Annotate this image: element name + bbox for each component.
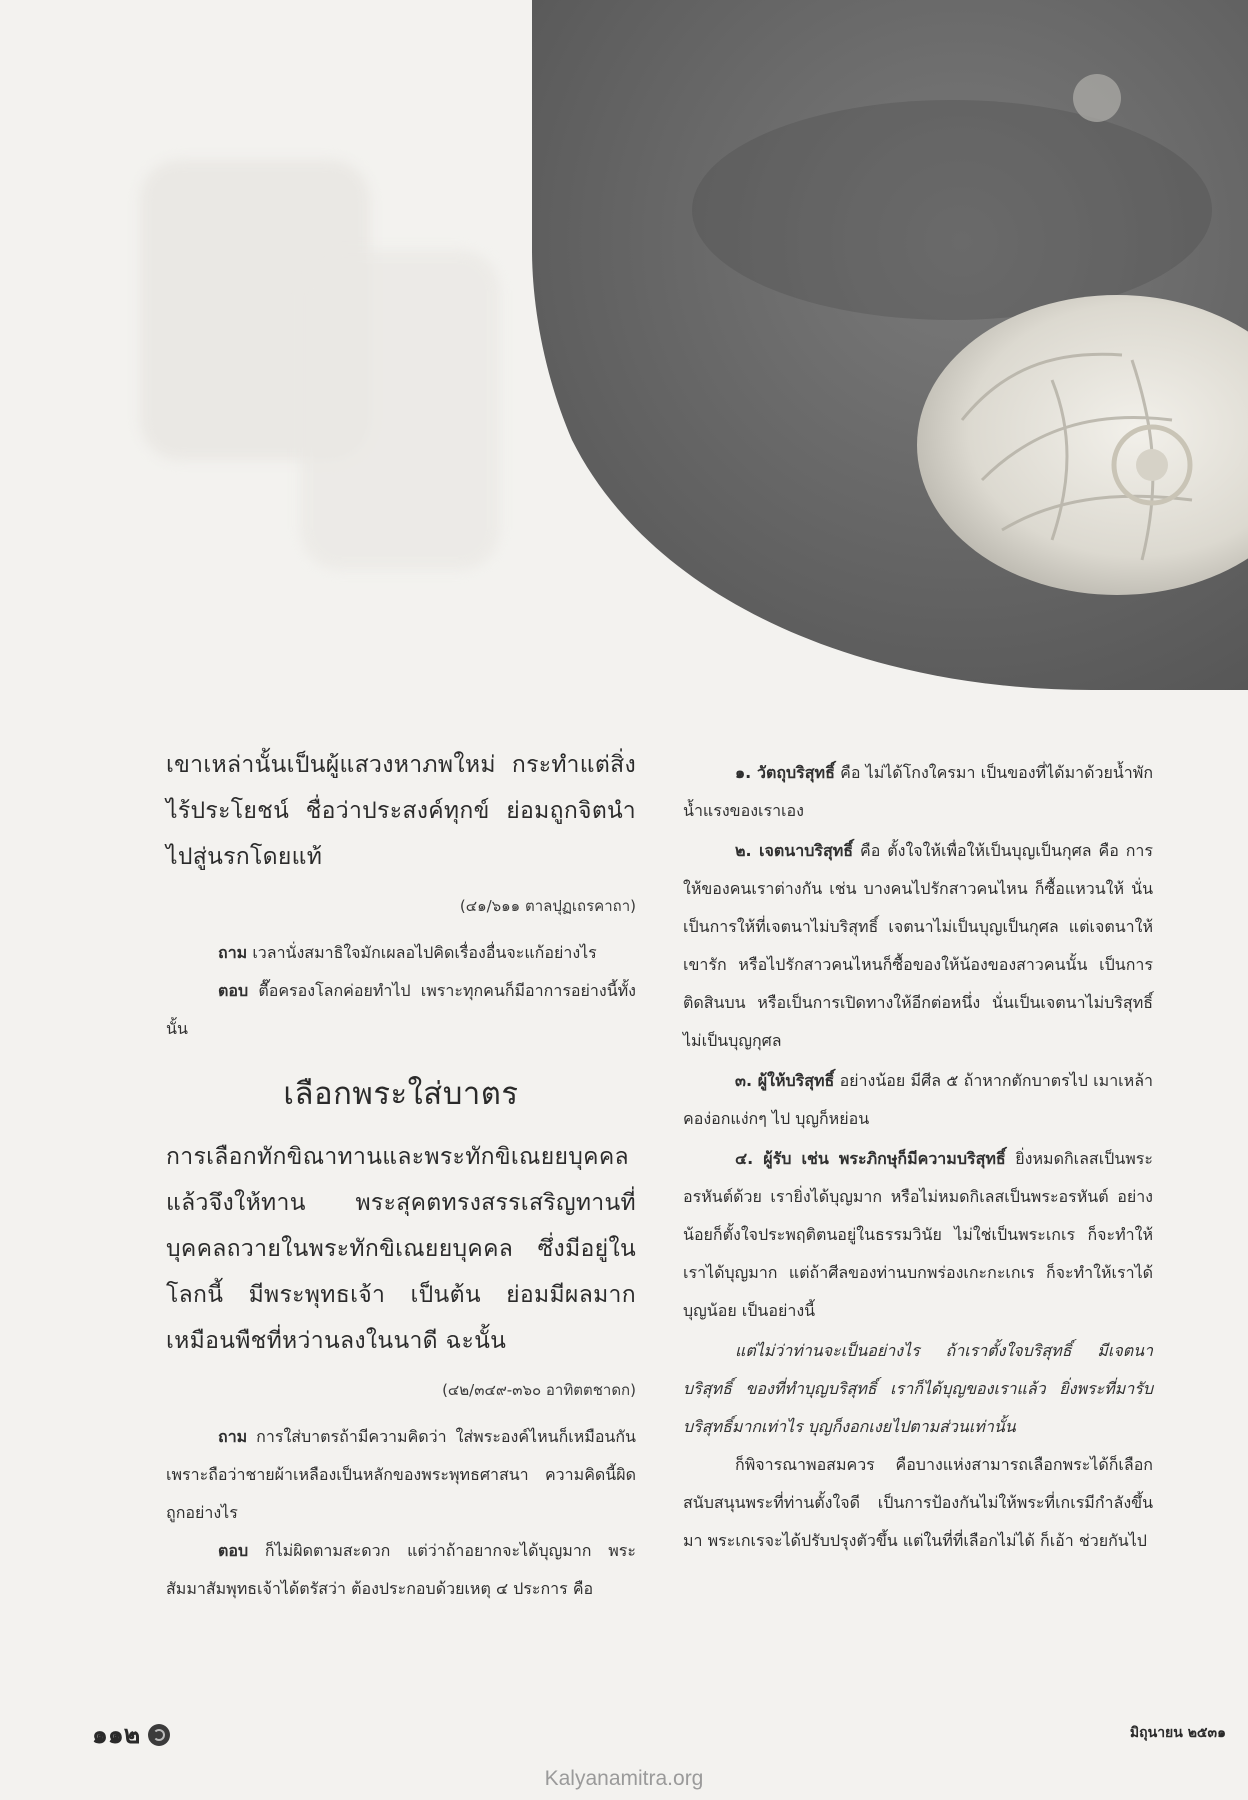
page-marker-icon [148, 1724, 170, 1746]
list-item [683, 1062, 1153, 1138]
page-number-text: ๑๑๒ [92, 1720, 141, 1749]
answer-paragraph [166, 1532, 636, 1608]
verse-quote: เขาเหล่านั้นเป็นผู้แสวงหาภพใหม่ กระทำแต่สิ่งไร้ประโยชน์ ชื่อว่าประสงค์ทุกข์ ย่อมถูกจิตนำไปสู่นรกโดยแท้ [166, 752, 636, 870]
item-label: ๓. ผู้ให้บริสุทธิ์ [735, 1071, 835, 1090]
issue-date: มิถุนายน ๒๕๓๑ [1129, 1725, 1226, 1741]
question-label: ถาม [218, 943, 248, 962]
page-number [92, 1715, 170, 1755]
closing-paragraph: ก็พิจารณาพอสมควร คือบางแห่งสามารถเลือกพระได้ก็เลือก สนับสนุนพระที่ท่านตั้งใจดี เป็นการป้องกันไม่ให้พระที่เกเรมีกำลังขึ้นมา พระเกเรจะได้ปรับปรุงตัวขึ้น แต่ในที่ที่เลือกไม่ได้ ก็เอ้า ช่วยกันไป [683, 1455, 1153, 1550]
item-label: ๒. เจตนาบริสุทธิ์ [735, 841, 854, 860]
question-text: การใส่บาตรถ้ามีความคิดว่า ใส่พระองค์ไหนก็เหมือนกัน เพราะถือว่าชายผ้าเหลืองเป็นหลักของพระพุทธศาสนา ความคิดนี้ผิดถูกอย่างไร [166, 1427, 636, 1522]
background-texture [300, 250, 500, 570]
list-item [683, 1140, 1153, 1330]
answer-paragraph [166, 972, 636, 1048]
section-heading: เลือกพระใส่บาตร [283, 1076, 519, 1112]
item-text: คือ ไม่ได้โกงใครมา เป็นของที่ได้มาด้วยน้ำพักน้ำแรงของเราเอง [683, 763, 1154, 820]
question-text: เวลานั่งสมาธิใจมักเผลอไปคิดเรื่องอื่นจะแก้อย่างไร [252, 943, 597, 962]
right-column [683, 754, 1153, 1560]
verse-quote: การเลือกทักขิณาทานและพระทักขิเณยยบุคคลแล้วจึงให้ทาน พระสุคตทรงสรรเสริญทานที่บุคคลถวายในพระทักขิเณยยบุคคล ซึ่งมีอยู่ในโลกนี้ มีพระพุทธเจ้า เป็นต้น ย่อมมีผลมากเหมือนพืชที่หว่านลงในนาดี ฉะนั้น [166, 1144, 636, 1354]
alms-food-photo [532, 0, 1248, 690]
answer-label: ตอบ [218, 981, 249, 1000]
verse-reference: (๔๒/๓๔๙-๓๖๐ อาทิตตชาดก) [442, 1381, 636, 1399]
verse-reference: (๔๑/๖๑๑ ตาลปุฏเถรคาถา) [459, 897, 636, 915]
photo-illustration [532, 0, 1248, 690]
item-text: ยิ่งหมดกิเลสเป็นพระอรหันต์ด้วย เรายิ่งได้บุญมาก หรือไม่หมดกิเลสเป็นพระอรหันต์ อย่างน้อยก็ตั้งใจประพฤติตนอยู่ในธรรมวินัย ไม่ใช่เป็นพระเกเร ก็จะทำให้เราได้บุญมาก แต่ถ้าศีลของท่านบกพร่องเกะกะเกเร ก็จะทำให้เราได้บุญน้อย เป็นอย่างนี้ [683, 1149, 1153, 1320]
emphasis-paragraph: แต่ไม่ว่าท่านจะเป็นอย่างไร ถ้าเราตั้งใจบริสุทธิ์ มีเจตนาบริสุทธิ์ ของที่ทำบุญบริสุทธิ์ เราก็ได้บุญของเราแล้ว ยิ่งพระที่มารับบริสุทธิ์มากเท่าไร บุญก็งอกเงยไปตามส่วนเท่านั้น [683, 1341, 1153, 1436]
answer-label: ตอบ [218, 1541, 249, 1560]
item-label: ๑. วัตถุบริสุทธิ์ [735, 763, 835, 782]
site-watermark: Kalyanamitra.org [544, 1767, 704, 1790]
answer-text: ก็ไม่ผิดตามสะดวก แต่ว่าถ้าอยากจะได้บุญมาก พระสัมมาสัมพุทธเจ้าได้ตรัสว่า ต้องประกอบด้วยเหตุ ๔ ประการ คือ [166, 1541, 636, 1598]
question-paragraph [166, 934, 636, 972]
list-item [683, 754, 1153, 830]
item-label: ๔. ผู้รับ เช่น พระภิกษุก็มีความบริสุทธิ์ [735, 1149, 1006, 1168]
question-label: ถาม [218, 1427, 248, 1446]
answer-text: ตื๊อครองโลกค่อยทำไป เพราะทุกคนก็มีอาการอย่างนี้ทั้งนั้น [166, 981, 636, 1038]
left-column [166, 742, 636, 1608]
item-text: คือ ตั้งใจให้เพื่อให้เป็นบุญเป็นกุศล คือ การให้ของคนเราต่างกัน เช่น บางคนไปรักสาวคนไหน ก็ซื้อแหวนให้ นั่นเป็นการให้ที่เจตนาไม่บริสุทธิ์ เจตนาไม่เป็นบุญเป็นกุศล แต่เจตนาให้เขารัก หรือไปรักสาวคนไหนก็ซื้อของให้น้องของสาวคนนั้น เป็นการติดสินบน หรือเป็นการเปิดทางให้อีกต่อหนึ่ง นั่นเป็นเจตนาไม่บริสุทธิ์ ไม่เป็นบุญกุศล [683, 841, 1154, 1050]
question-paragraph [166, 1418, 636, 1532]
item-text: อย่างน้อย มีศีล ๕ ถ้าหากตักบาตรไป เมาเหล้าคอง่อกแง่กๆ ไป บุญก็หย่อน [683, 1071, 1153, 1128]
list-item [683, 832, 1153, 1060]
